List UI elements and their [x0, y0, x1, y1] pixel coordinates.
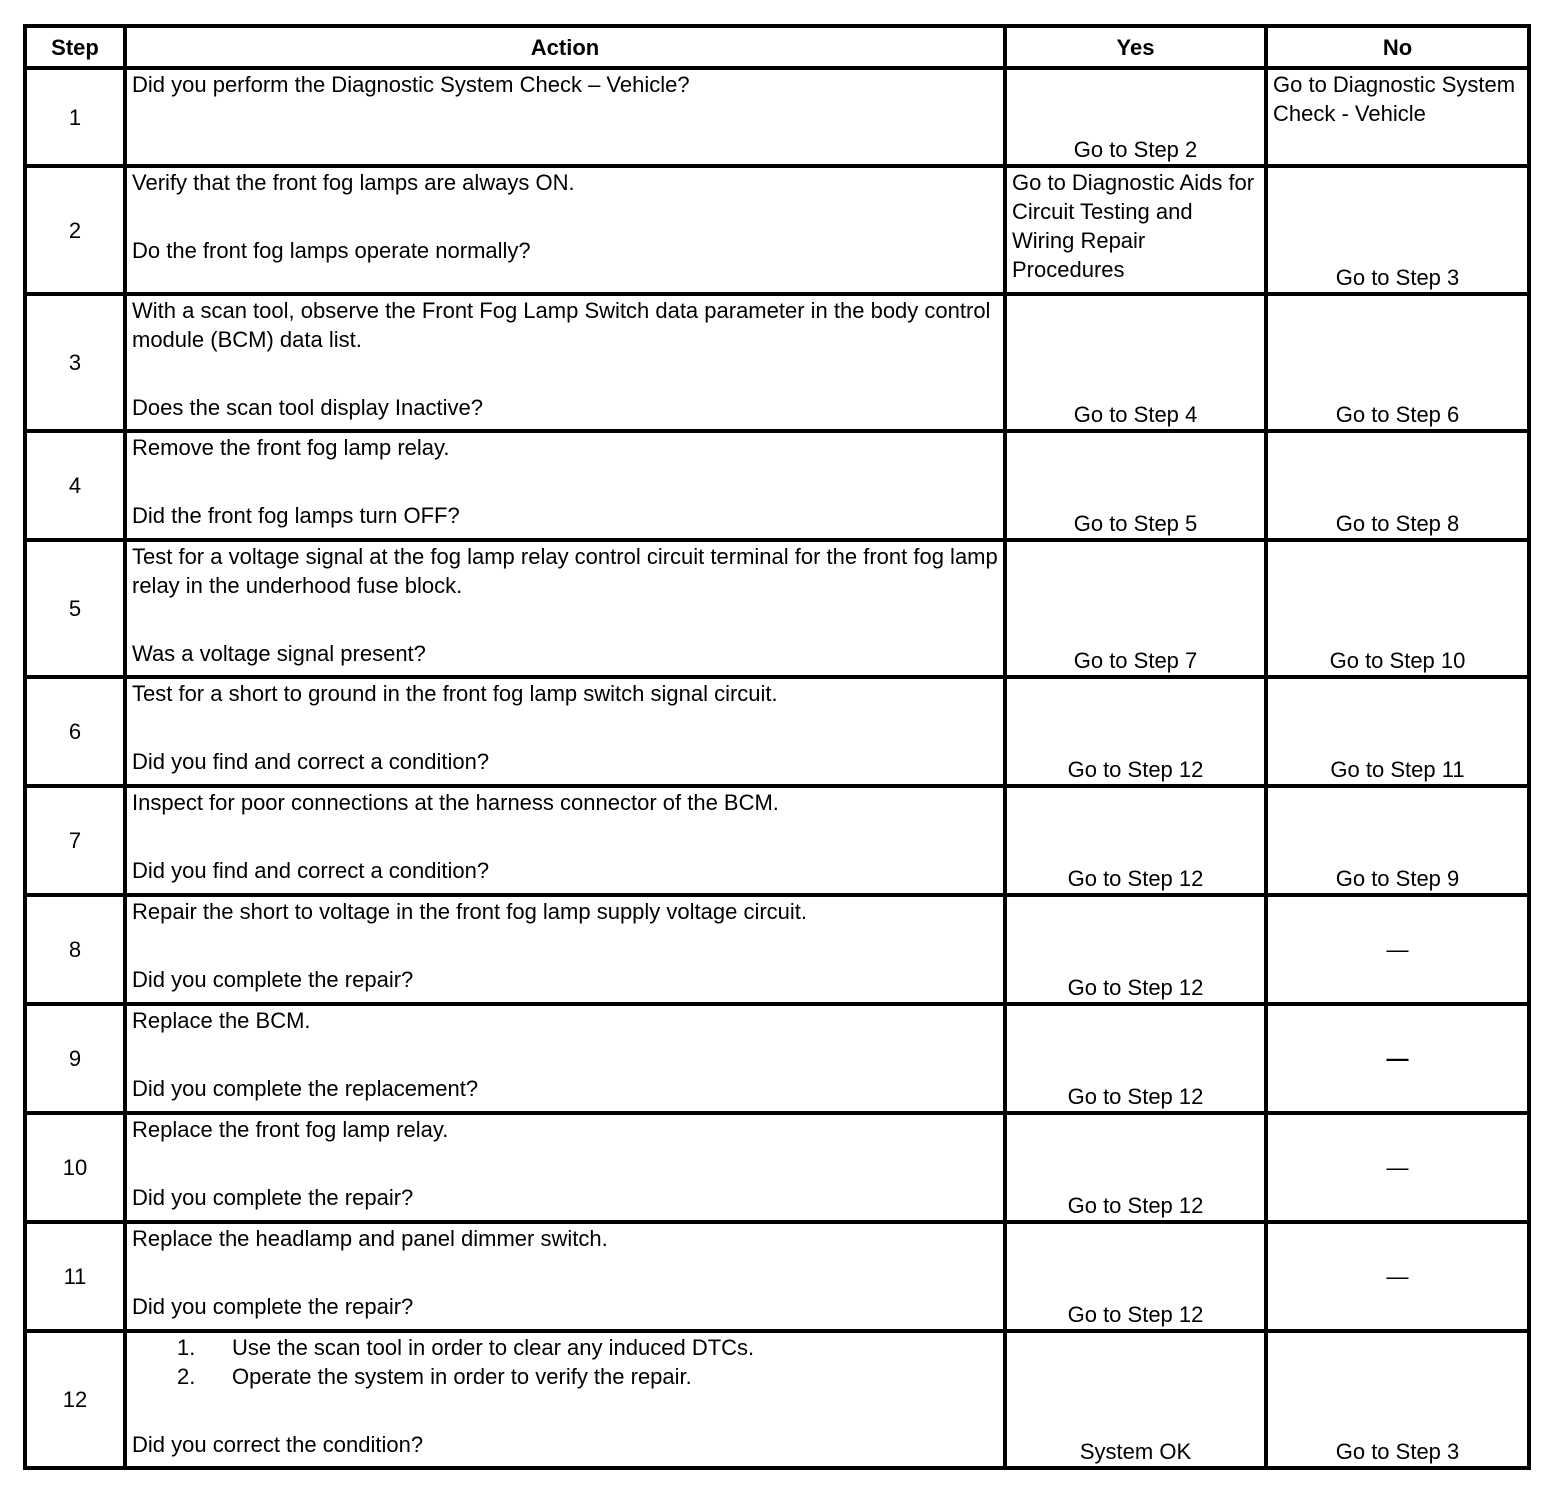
- table-row: [25, 540, 1529, 677]
- step-number: 10: [25, 1113, 125, 1222]
- action-cell: [125, 895, 1005, 1004]
- no-cell: Go to Step 9: [1266, 786, 1529, 895]
- action-question: Did you correct the condition?: [132, 1432, 424, 1457]
- action-question: Did you complete the replacement?: [132, 1076, 479, 1101]
- diagnostic-table-container: [23, 24, 1527, 1470]
- action-question: Did you complete the repair?: [132, 1294, 414, 1319]
- no-cell: Go to Step 11: [1266, 677, 1529, 786]
- header-yes: Yes: [1005, 26, 1266, 68]
- action-cell: [125, 1113, 1005, 1222]
- step-number: 4: [25, 431, 125, 540]
- step-number: 12: [25, 1331, 125, 1468]
- step-number: 3: [25, 294, 125, 431]
- no-cell: Go to Step 10: [1266, 540, 1529, 677]
- list-item: [132, 1362, 998, 1391]
- yes-cell: Go to Step 12: [1005, 677, 1266, 786]
- instruction-list: [132, 1333, 998, 1391]
- table-row: [25, 1004, 1529, 1113]
- diagnostic-table: [23, 24, 1531, 1470]
- table-row: [25, 294, 1529, 431]
- action-instruction: Did you perform the Diagnostic System Check – Vehicle?: [132, 72, 690, 97]
- yes-cell: System OK: [1005, 1331, 1266, 1468]
- action-instruction: Test for a short to ground in the front fog lamp switch signal circuit.: [132, 681, 778, 706]
- yes-cell: Go to Step 12: [1005, 786, 1266, 895]
- table-row: [25, 166, 1529, 294]
- action-question: Was a voltage signal present?: [132, 641, 426, 666]
- action-instruction: Replace the headlamp and panel dimmer switch.: [132, 1226, 608, 1251]
- table-row: [25, 786, 1529, 895]
- no-cell-dash: —: [1266, 1113, 1529, 1222]
- step-number: 8: [25, 895, 125, 1004]
- action-cell: [125, 540, 1005, 677]
- no-cell-dash: —: [1266, 895, 1529, 1004]
- action-question: Did you complete the repair?: [132, 967, 414, 992]
- yes-cell: Go to Diagnostic Aids for Circuit Testing and Wiring Repair Procedures: [1005, 166, 1266, 294]
- table-row: [25, 895, 1529, 1004]
- action-cell: [125, 68, 1005, 166]
- action-cell: [125, 677, 1005, 786]
- action-question: Does the scan tool display Inactive?: [132, 395, 483, 420]
- step-number: 5: [25, 540, 125, 677]
- step-number: 11: [25, 1222, 125, 1331]
- step-number: 6: [25, 677, 125, 786]
- action-cell: [125, 166, 1005, 294]
- header-no: No: [1266, 26, 1529, 68]
- action-cell: [125, 294, 1005, 431]
- action-instruction: Remove the front fog lamp relay.: [132, 435, 450, 460]
- no-cell: Go to Step 6: [1266, 294, 1529, 431]
- action-cell: [125, 1222, 1005, 1331]
- action-cell: [125, 786, 1005, 895]
- list-item-text: Operate the system in order to verify the repair.: [232, 1364, 692, 1389]
- table-row: [25, 1222, 1529, 1331]
- header-step: Step: [25, 26, 125, 68]
- table-row: [25, 68, 1529, 166]
- table-row: [25, 1331, 1529, 1468]
- header-row: [25, 26, 1529, 68]
- yes-cell: Go to Step 12: [1005, 1004, 1266, 1113]
- action-instruction: Repair the short to voltage in the front fog lamp supply voltage circuit.: [132, 899, 808, 924]
- table-row: [25, 1113, 1529, 1222]
- step-number: 7: [25, 786, 125, 895]
- yes-cell: Go to Step 12: [1005, 1113, 1266, 1222]
- action-instruction: Replace the BCM.: [132, 1008, 311, 1033]
- action-instruction: Replace the front fog lamp relay.: [132, 1117, 449, 1142]
- table-row: [25, 677, 1529, 786]
- action-instruction: Verify that the front fog lamps are always ON.: [132, 170, 575, 195]
- list-item-text: Use the scan tool in order to clear any induced DTCs.: [232, 1335, 755, 1360]
- step-number: 2: [25, 166, 125, 294]
- list-item-number: 1.: [177, 1335, 196, 1360]
- action-question: Do the front fog lamps operate normally?: [132, 238, 531, 263]
- table-row: [25, 431, 1529, 540]
- action-cell: [125, 431, 1005, 540]
- list-item: [132, 1333, 998, 1362]
- no-cell: Go to Step 3: [1266, 1331, 1529, 1468]
- yes-cell: Go to Step 2: [1005, 68, 1266, 166]
- yes-cell: Go to Step 4: [1005, 294, 1266, 431]
- no-cell-dash: —: [1266, 1004, 1529, 1113]
- action-instruction: Test for a voltage signal at the fog lamp relay control circuit terminal for the front fog lamp relay in the underhood fuse block.: [132, 544, 998, 598]
- list-item-number: 2.: [177, 1364, 196, 1389]
- header-action: Action: [125, 26, 1005, 68]
- step-number: 9: [25, 1004, 125, 1113]
- action-question: Did you find and correct a condition?: [132, 858, 490, 883]
- no-cell: Go to Diagnostic System Check - Vehicle: [1266, 68, 1529, 166]
- action-cell: [125, 1004, 1005, 1113]
- action-question: Did you complete the repair?: [132, 1185, 414, 1210]
- action-question: Did you find and correct a condition?: [132, 749, 490, 774]
- no-cell: Go to Step 3: [1266, 166, 1529, 294]
- no-cell: Go to Step 8: [1266, 431, 1529, 540]
- action-cell: [125, 1331, 1005, 1468]
- yes-cell: Go to Step 12: [1005, 1222, 1266, 1331]
- yes-cell: Go to Step 5: [1005, 431, 1266, 540]
- yes-cell: Go to Step 12: [1005, 895, 1266, 1004]
- action-instruction: Inspect for poor connections at the harness connector of the BCM.: [132, 790, 779, 815]
- action-instruction: With a scan tool, observe the Front Fog Lamp Switch data parameter in the body control module (BCM) data list.: [132, 298, 991, 352]
- yes-cell: Go to Step 7: [1005, 540, 1266, 677]
- action-question: Did the front fog lamps turn OFF?: [132, 503, 460, 528]
- step-number: 1: [25, 68, 125, 166]
- no-cell-dash: —: [1266, 1222, 1529, 1331]
